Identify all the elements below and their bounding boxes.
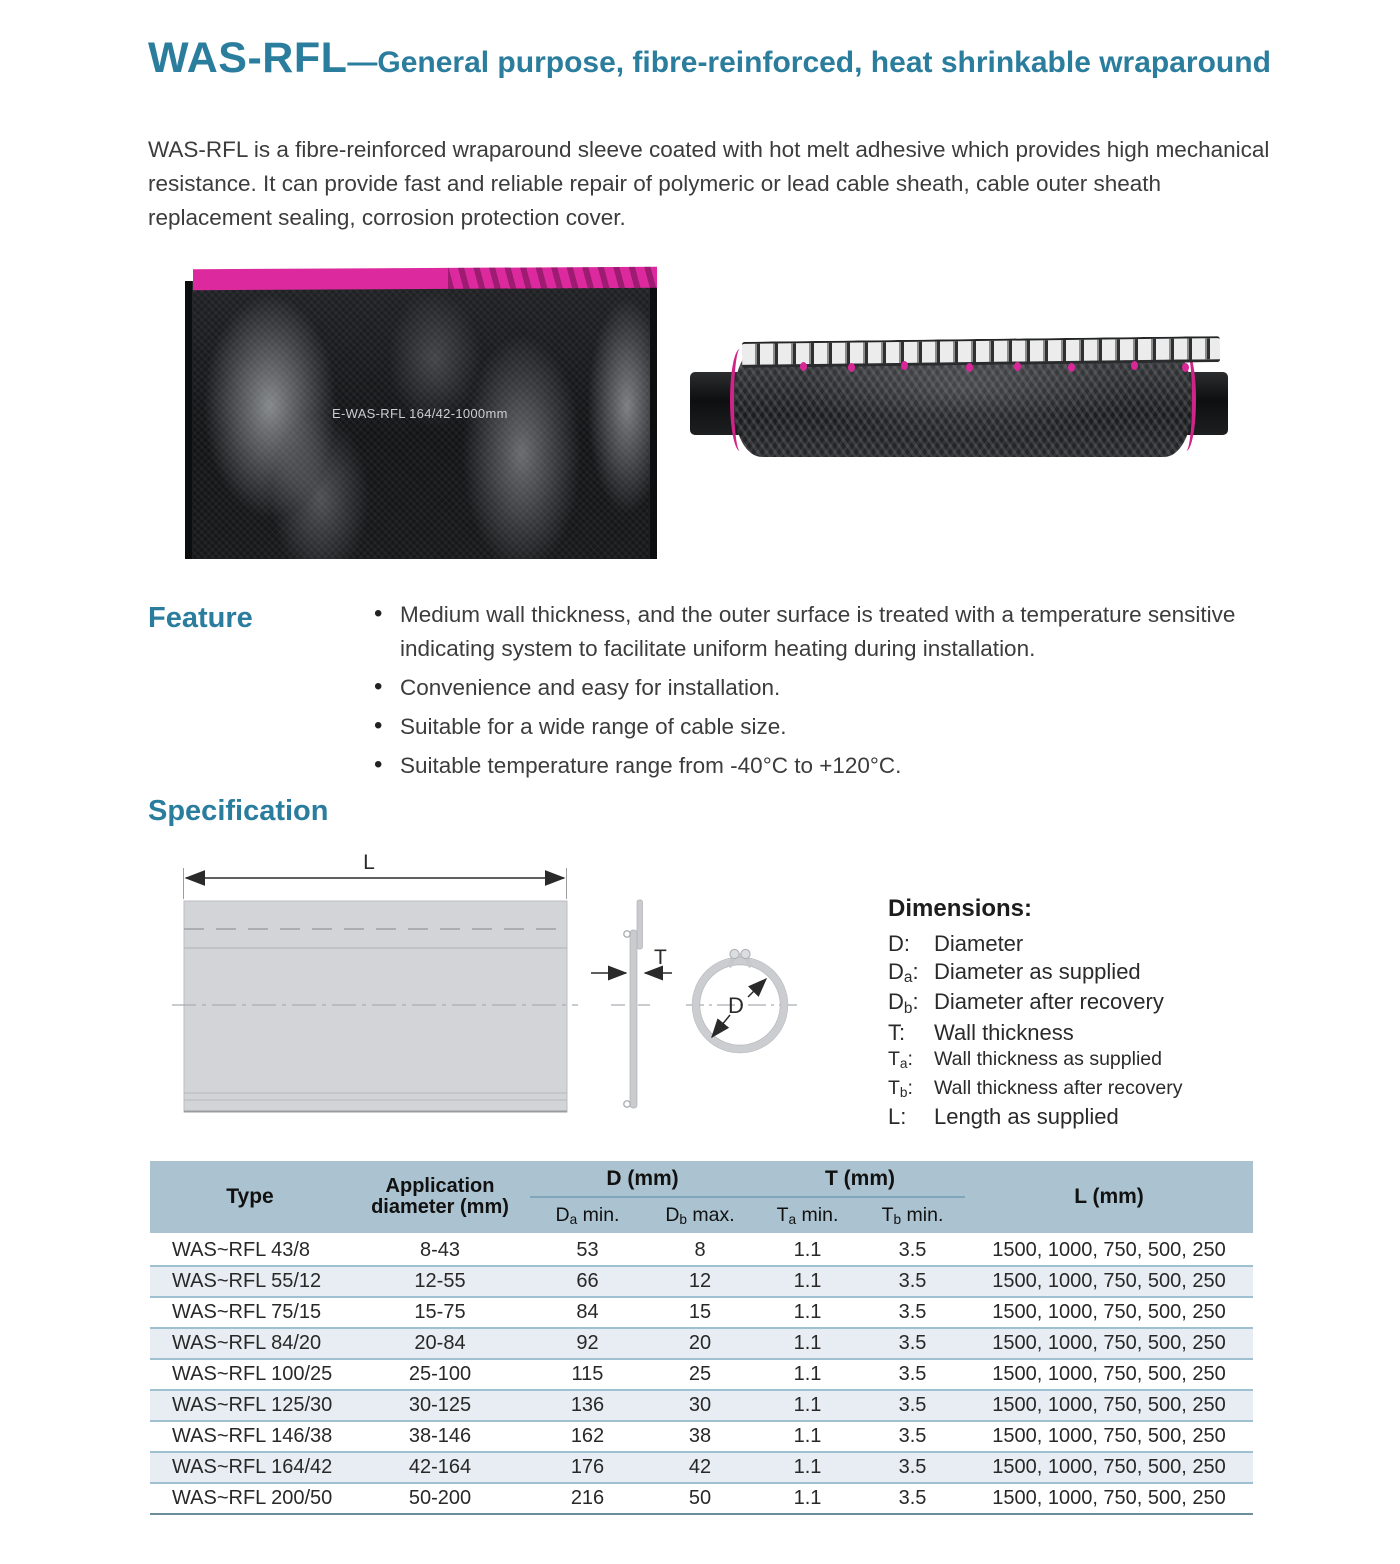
d-arrow-up (748, 979, 766, 997)
table-cell: 3.5 (898, 1301, 927, 1323)
product-subtitle: —General purpose, fibre-reinforced, heat shrinkable wraparound (347, 46, 1271, 79)
dimension-definition (888, 1103, 1273, 1131)
col-header-db-max: $D_b$ max. (645, 1197, 755, 1235)
table-row (150, 1297, 1253, 1328)
table-cell: 1.1 (755, 1390, 860, 1421)
ring-clip-right (741, 949, 750, 958)
table-cell: WAS~RFL 164/42 (150, 1452, 350, 1483)
table-cell: 1.1 (755, 1328, 860, 1359)
table-row (150, 1359, 1253, 1390)
product-photo-installed (690, 335, 1262, 465)
col-header-type: Type (150, 1161, 350, 1235)
table-cell: 1500, 1000, 750, 500, 250 (965, 1483, 1253, 1514)
feature-bullet: • Suitable for a wide range of cable size. (370, 710, 1265, 744)
table-cell: 3.5 (860, 1266, 965, 1297)
col-header-da-min: $D_a$ min. (530, 1197, 645, 1235)
spec-table (150, 1161, 1253, 1515)
specification-table (150, 1161, 1253, 1515)
table-cell: 84 (576, 1301, 599, 1323)
table-cell: 50-200 (350, 1483, 530, 1514)
table-body (150, 1235, 1253, 1515)
dimension-symbol: $D_b$: (888, 989, 919, 1017)
table-cell: WAS~RFL 125/30 (150, 1390, 350, 1421)
table-cell: 38-146 (408, 1425, 472, 1447)
length-label: L (363, 851, 375, 874)
table-row (150, 1421, 1253, 1452)
product-photo-sheet (185, 268, 657, 559)
table-cell: 1500, 1000, 750, 500, 250 (965, 1235, 1253, 1267)
table-cell: 15 (688, 1301, 712, 1323)
table-cell: 1.1 (755, 1235, 860, 1267)
product-name: WAS-RFL (148, 34, 348, 82)
d-arrow-down (712, 1015, 730, 1037)
table-cell: WAS~RFL 100/25 (172, 1363, 333, 1385)
table-cell: 12-55 (350, 1266, 530, 1297)
sleeve-pink-rim-right (1176, 349, 1196, 451)
table-cell: 3.5 (860, 1483, 965, 1514)
specification-heading: Specification (148, 795, 329, 827)
table-cell: 25-100 (408, 1363, 472, 1385)
dimension-description: Wall thickness after recovery (934, 1076, 1183, 1099)
col-header-application-line2: diameter (mm) (371, 1196, 509, 1218)
table-cell: 1.1 (793, 1363, 822, 1385)
table-cell: 30 (645, 1390, 755, 1421)
table-cell: 3.5 (898, 1363, 927, 1385)
table-row (150, 1452, 1253, 1483)
table-cell: 66 (530, 1266, 645, 1297)
table-cell: 42 (645, 1452, 755, 1483)
table-cell: 30-125 (350, 1390, 530, 1421)
table-cell: 1.1 (793, 1425, 822, 1447)
table-cell: 1500, 1000, 750, 500, 250 (965, 1328, 1253, 1359)
table-cell: WAS~RFL 43/8 (150, 1235, 350, 1267)
dimension-definition (888, 1046, 1273, 1075)
table-cell: 115 (571, 1363, 604, 1385)
intro-paragraph: WAS-RFL is a fibre-reinforced wraparound sleeve coated with hot melt adhesive which provides high mechanical resistance. It can provide fast and reliable repair of polymeric or lead cable sheath, cable outer sheath replacement sealing, corrosion protection cover. (148, 137, 1270, 230)
col-header-ta-min: $T_a$ min. (755, 1197, 860, 1235)
table-cell: 25 (688, 1363, 712, 1385)
table-cell: 1500, 1000, 750, 500, 250 (992, 1363, 1226, 1385)
dimension-symbol: $D_a$: (888, 958, 919, 987)
col-group-t: T (mm) (755, 1161, 965, 1197)
col-group-d: D (mm) (530, 1161, 755, 1197)
table-cell: 20-84 (350, 1328, 530, 1359)
table-cell: 176 (530, 1452, 645, 1483)
table-row (150, 1483, 1253, 1514)
dimension-description: Length as supplied (934, 1104, 1119, 1129)
table-cell: WAS~RFL 146/38 (172, 1425, 333, 1447)
table-cell: 50 (645, 1483, 755, 1514)
dimension-symbol: $T_a$: (888, 1048, 913, 1072)
thickness-label: T (654, 946, 667, 969)
table-cell: 3.5 (860, 1452, 965, 1483)
col-header-l: L (mm) (965, 1161, 1253, 1235)
pink-indicator-dots (800, 362, 807, 371)
dimensions-legend (888, 895, 1273, 1131)
table-cell: 216 (530, 1483, 645, 1514)
dimension-definition (888, 930, 1273, 958)
feature-bullet: • Convenience and easy for installation. (370, 671, 1265, 705)
table-row (150, 1328, 1253, 1359)
feature-heading: Feature (148, 602, 253, 634)
table-cell: 20 (645, 1328, 755, 1359)
table-cell: 1500, 1000, 750, 500, 250 (965, 1390, 1253, 1421)
table-cell: WAS~RFL 55/12 (150, 1266, 350, 1297)
table-cell: 12 (645, 1266, 755, 1297)
dimension-symbol: $T_b$: (888, 1076, 913, 1100)
dimension-description: Diameter after recovery (934, 989, 1164, 1014)
dimension-definition (888, 1019, 1273, 1047)
table-cell: 3.5 (860, 1235, 965, 1267)
table-cell: WAS~RFL 200/50 (150, 1483, 350, 1514)
table-cell: 1.1 (755, 1266, 860, 1297)
table-cell: 3.5 (860, 1390, 965, 1421)
table-cell: 136 (530, 1390, 645, 1421)
page-title (148, 34, 1271, 83)
table-cell: 15-75 (414, 1301, 466, 1323)
dimension-description: Diameter (934, 931, 1024, 956)
table-row (150, 1390, 1253, 1421)
col-header-tb-min: $T_b$ min. (860, 1197, 965, 1235)
pink-edge-strip (193, 267, 657, 290)
table-cell: 53 (530, 1235, 645, 1267)
dimensions-heading: Dimensions: (888, 895, 1033, 922)
profile-bar (630, 930, 637, 1108)
table-cell: 162 (570, 1425, 605, 1447)
dimensions-list (888, 930, 1273, 1131)
dimension-definition (888, 1075, 1273, 1104)
table-row (150, 1266, 1253, 1297)
table-cell: 92 (530, 1328, 645, 1359)
table-cell: 1500, 1000, 750, 500, 250 (992, 1425, 1226, 1447)
table-cell: 1500, 1000, 750, 500, 250 (965, 1452, 1253, 1483)
dimension-description: Diameter as supplied (934, 958, 1141, 984)
table-cell: 1500, 1000, 750, 500, 250 (965, 1266, 1253, 1297)
sheet-rect (184, 901, 567, 1112)
table-cell: 1.1 (755, 1452, 860, 1483)
table-row (150, 1235, 1253, 1267)
dimension-description: Wall thickness (934, 1019, 1074, 1045)
feature-bullet: • Medium wall thickness, and the outer surface is treated with a temperature sensitive indicating system to facilitate uniform heating during installation. (370, 598, 1265, 666)
col-header-application (350, 1161, 530, 1235)
feature-bullet: • Suitable temperature range from -40°C to +120°C. (370, 749, 1265, 783)
ring-clip-pin (738, 953, 742, 957)
sheet-print-label: E-WAS-RFL 164/42-1000mm (332, 406, 508, 421)
table-cell: 1500, 1000, 750, 500, 250 (992, 1301, 1226, 1323)
col-header-application-line1: Application (385, 1175, 495, 1197)
dimension-symbol: T: (888, 1019, 906, 1045)
table-cell: 8-43 (350, 1235, 530, 1267)
dimension-definition (888, 988, 1273, 1019)
diameter-label: D (728, 993, 744, 1018)
table-cell: 38 (688, 1425, 712, 1447)
dimension-description: Wall thickness as supplied (934, 1048, 1162, 1070)
table-cell: 42-164 (350, 1452, 530, 1483)
profile-channel (637, 900, 643, 949)
table-cell: 3.5 (898, 1425, 927, 1447)
dimension-diagram (158, 843, 818, 1133)
table-cell: WAS~RFL 75/15 (172, 1301, 322, 1323)
profile-hook-top (624, 931, 630, 937)
table-cell: 1.1 (793, 1301, 822, 1323)
table-header (150, 1161, 1253, 1235)
table-cell: 3.5 (860, 1328, 965, 1359)
dimension-symbol: L: (888, 1104, 907, 1129)
profile-hook-bottom (624, 1101, 630, 1107)
dimension-definition (888, 958, 1273, 989)
feature-list (370, 598, 1265, 788)
ring-clip-left (730, 949, 739, 958)
sheet-body (185, 281, 657, 559)
dimension-symbol: D: (888, 931, 910, 956)
table-cell: 1.1 (755, 1483, 860, 1514)
table-cell: WAS~RFL 84/20 (150, 1328, 350, 1359)
table-cell: 8 (645, 1235, 755, 1267)
